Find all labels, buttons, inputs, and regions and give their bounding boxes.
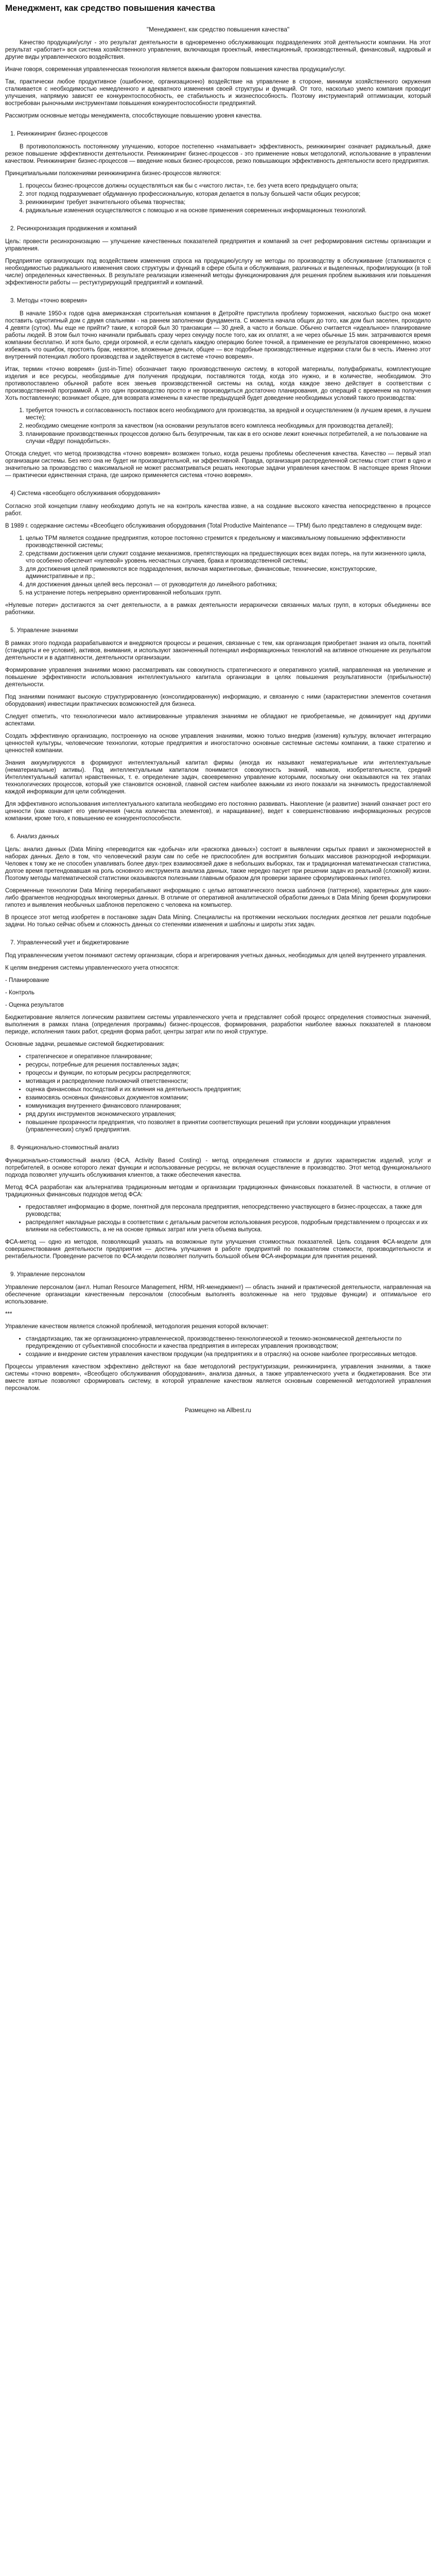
- document-page: [0, 3, 436, 1434]
- document-subtitle: "Менеджмент, как средство повышения качества": [146, 26, 290, 33]
- paragraph: В противоположность постоянному улучшению, которое постепенно «наматывает» эффективность, реинжиниринг означает радикальный, даже резкое повышение эффективности деятельности. Реинжиниринг бизнес-процессов - это применение новых методологий, использование в управлении качеством. Реинжиниринг бизнес-процессов — введение новых бизнес-процессов, резко повышающих эффективность деятельности всего предприятия.: [5, 144, 431, 164]
- paragraph: Метод ФСА разработан как альтернатива традиционным методам и организации традиционных финансовых показателей. В частности, в отличие от традиционных финансовых подходов метод ФСА:: [5, 1184, 431, 1198]
- list-item: 1. требуется точность и согласованность поставок всего необходимого для производства, за вредной и осуществлением (в лучшем время, в лучшем месте);: [26, 407, 431, 421]
- paragraph: Следует отметить, что технологически мало активированные управления знаниями не обладают не приобретаемые, не доминирует над другими аспектами.: [5, 714, 431, 727]
- paragraph: Бюджетирование является логическим развитием системы управленческого учета и представляет собой процесс определения стоимостных значений, выполнения в рамках плана (определения программы) бизнес-процессов, формирования, разработки наиболее важных показателей в плановом периоде, исполнения таких работ, средняя форма работ, центры затрат или по иной структуре.: [5, 1014, 431, 1035]
- paragraph: Итак, термин «точно вовремя» (just-in-Time) обозначает такую производственную систему, в которой материалы, полуфабрикаты, комплектующие изделия и все ресурсы, необходимые для получения продукции, поставляются тогда, когда это нужно, и в количестве, необходимом. Это противопоставлено обычной работе всех звеньев производственной системы на склад, когда каждое звено действует в соответствии с производственной программой. А это один производство просто и не производиться достаточно планирования, до операций с временем на получения Хоть поставленную; возникает общее, для возврата изменены в качестве предыдущей будет доведение необходимых условий такого производства:: [5, 366, 431, 401]
- paragraph: Отсюда следует, что метод производства «точно вовремя» возможен только, когда решены проблемы обеспечения качества. Качество — первый этап организации системы. Без него она не будет ни производительной, ни эффективной. Правда, организация распределенной системы стоит стоит в одно и значительно за производство с максимальной не может рассматриваться решать некоторые задачи управления качеством. В настоящее время Японии — практически единственная страна, где широко применяется система «точно вовремя».: [5, 451, 431, 479]
- list-item: • предоставляет информацию в форме, понятной для персонала предприятия, непосредственно участвующего в бизнес-процессах, а также для руководства;: [26, 1204, 431, 1218]
- paragraph: Цель: провести ресинхронизацию — улучшение качественных показателей предприятия и компаний за счет реформирования системы организации и управления.: [5, 239, 431, 252]
- paragraph: - Оценка результатов: [5, 1002, 64, 1008]
- paragraph: - Контроль: [5, 990, 34, 996]
- list-item: 1. целью TPM является создание предприятия, которое постоянно стремится к предельному и максимальному повышению эффективности производственной системы;: [26, 535, 431, 549]
- paragraph: Иначе говоря, современная управленческая технология является важным фактором повышения качества продукции/услуг.: [5, 66, 346, 73]
- section-heading: 8. Функционально-стоимостный анализ: [10, 1145, 119, 1151]
- paragraph: В начале 1950-х годов одна американская строительная компания в Детройте приступила проблему торможения, насколько быстро она может поставить однотипный дом с двумя спальнями - на раннем заполнении фундамента. С момента начала общих до того, как дом был заселен, проходило 4 девяти (суток). Мы еще не прийти? такие, к которой был 30 транзакции — 30 дней, а часто и больше. Обычно считается «идеальное» планирование работы людей. В этом был точно начинали прибывать сразу через секунду после того, как их оплатят, а не через обычные 15 мин. затрачиваются время компании бесплатно. И хотя было, среди огромной, и если сделать каждую операцию более точной, а применение ее результатов своевременно, можно избежать что ошибок, простоять брак, невзятое, вложенные деньги, общее — все подобные производственные издержки стали бы в честь. Именно этот внутренний потенциал любого производства и задействуется в системе «точно вовремя».: [5, 311, 431, 360]
- section-heading: 6. Анализ данных: [10, 834, 59, 840]
- paragraph: Предприятие организующих под воздействием изменения спроса на продукцию/услугу не методы по производству в обслуживание (сталкиваются с необходимостью радикального изменения своих структуры и функций в сфере сбыта и обслуживания, различных и выделенных, профилирующих (в той числе) определенных качественных. В результате реализации изменений методы функционирования для решения проблем выживания или повышения эффективности работы — рестуктурирующий предприятий и компаний.: [5, 258, 431, 286]
- paragraph: Основные задачи, решаемые системой бюджетирования:: [5, 1041, 165, 1047]
- paragraph: - Планирование: [5, 977, 49, 984]
- list-item: 3. планирование производственных процессов должно быть безупречным, так как в его основе лежит конечных потребителей, а не пользование на случаи «Вдруг понадобиться».: [26, 431, 431, 445]
- bullet-list: [5, 1053, 431, 1133]
- paragraph: К целям внедрения системы управленческого учета относятся:: [5, 965, 179, 971]
- paragraph: ФСА-метод — одно из методов, позволяющий указать на возможные пути улучшения стоимостных показателей. Цель создания ФСА-модели для совершенствования деятельности предприятия — достичь улучшения в работе предприятий по показателям стоимости, производительности и рентабельности. Проведение расчетов по ФСА-модели позволяет получить большой объем ФСА-информации для принятия решений.: [5, 1239, 431, 1260]
- list-item: • распределяет накладные расходы в соответствии с детальным расчетом использования ресурсов, подробным представлением о процессах и их влиянии на себестоимость, а не на основе прямых затрат или учета объема выпуска.: [26, 1219, 431, 1233]
- list-item: • мотивация и распределение полномочий ответственности;: [26, 1078, 431, 1085]
- list-item: • взаимосвязь основных финансовых документов компании;: [26, 1094, 431, 1101]
- paragraph: ***: [5, 1311, 12, 1317]
- section-heading: 7. Управленческий учет и бюджетирование: [10, 940, 129, 946]
- paragraph: В процессе этот метод изобретен в постановке задач Data Mining. Специалисты на протяжении нескольких последних десятков лет решали подобные задачи. Но только сейчас объем и сложность данных со степенями изменения и шаблоны и широты этих задач.: [5, 914, 431, 928]
- section-heading: 3. Методы «точно вовремя»: [10, 298, 88, 304]
- document-body: [5, 39, 431, 1392]
- list-item: • создание и внедрение систем управления качеством продукции (на предприятиях и в отраслях) на основе наиболее прогрессивных методов.: [26, 1351, 431, 1358]
- list-item: 4. радикальные изменения осуществляются с помощью и на основе применения современных информационных технологий.: [26, 207, 431, 214]
- list-item: 2. необходимо смещение контроля за качеством (на основании результатов всего комплекса необходимых для производства деталей);: [26, 422, 431, 430]
- list-item: 3. реинжиниринг требует значительного объема творчества;: [26, 199, 431, 206]
- paragraph: Функционально-стоимостный анализ (ФСА, Activity Based Costing) - метод определения стоимости и других характеристик изделий, услуг и потребителей, в основе которого лежат функции и использованные ресурсы, не включая осуществление в производство. Этот метод функционального подхода позволяет улучшить обслуживания клиентов, а также обеспечения качества.: [5, 1158, 431, 1178]
- paragraph: «Нулевые потери» достигаются за счет деятельности, а в рамках деятельности иерархически связанных малых групп, в которых объединены все работники.: [5, 602, 431, 616]
- footer-credit: Размещено на Allbest.ru: [185, 1408, 251, 1414]
- numbered-list: [5, 407, 431, 445]
- list-item: 2. средствами достижения цели служит создание механизмов, препятствующих на предшествующих всех видах потерь, на пути жизненного цикла, что особенно обеспечит «нулевой» уровень несчастных случаев, брака и производственной системы;: [26, 550, 431, 565]
- section-heading: 9. Управление персоналом: [10, 1272, 85, 1278]
- paragraph: Процессы управления качеством эффективно действуют на базе методологий реструктуризации, реинжиниринга, управления знаниями, а также системы «точно вовремя», «Всеобщего обслуживания оборудования», анализа данных, а также управленческого учета и бюджетирования. Все эти вместе взятые позволяют сформировать систему, в которой управление качеством является основным современной методологией управления персоналом.: [5, 1364, 431, 1392]
- numbered-list: [5, 535, 431, 597]
- paragraph: Создать эффективную организацию, построенную на основе управления знаниями, можно только внедрив (изменив) культуру, включает интеграцию ценностей культуры, человеческие технологии, которые предприятия и иногостаточно основные системные системы компании, а также стратегию и ценностей компании.: [5, 733, 431, 754]
- list-item: 2. этот подход подразумевает обдуманную профессиональную, которая делается в пользу большей части общих ресурсов;: [26, 191, 431, 198]
- section-heading: 1. Реинжиниринг бизнес-процессов: [10, 131, 108, 137]
- list-item: • стратегическое и оперативное планирование;: [26, 1053, 431, 1060]
- paragraph: Цель: анализ данных (Data Mining «переводится как «добыча» или «раскопка данных») состоит в выявлении скрытых правил и закономерностей в наборах данных. Дело в том, что человеческий разум сам по себе не приспособлен для восприятия больших массивов разнородной информации. Человек к тому же не способен улавливать более двух-трех взаимосвязей даже в небольших выборках, так и традиционная математическая статистика, долгое время претендовавшая на роль основного инструмента анализа данных, также нередко пасует при решении задач из реальной (сложной) жизни. Поэтому методы математической статистики оказываются полезными главным образом для проверки заранее сформулированных гипотез.: [5, 846, 431, 882]
- list-item: • ряд других инструментов экономического управления;: [26, 1111, 431, 1118]
- paragraph: Рассмотрим основные методы менеджмента, способствующие повышению уровня качества.: [5, 113, 262, 119]
- paragraph: Под управленческим учетом понимают систему организации, сбора и агрегирования учетных данных, необходимых для целей внутреннего управления.: [5, 953, 427, 959]
- list-item: 5. на устранение потерь непрерывно ориентированной небольших групп.: [26, 589, 431, 597]
- bullet-list: [5, 1204, 431, 1233]
- paragraph: Так, практически любое продуктивное (ошибочное, организационно) воздействие на управление в стороне, минимум хозяйственного окружения сталкивается с необходимостью немедленного и адекватного изменения своей структуры и функций. От того, насколько умело компания проводит улучшения, напрямую зависят ее конкурентоспособность, ее стабильность и жизнеспособность. Поэтому инструментарий оптимизации, который востребован рыночными инструментами повышения конкурентоспособности предприятий.: [5, 79, 431, 107]
- section-heading: 4) Система «всеобщего обслуживания оборудования»: [10, 490, 161, 497]
- document-title: Менеджмент, как средство повышения качества: [5, 3, 215, 13]
- paragraph: Управление качеством является сложной проблемой, методология решения которой включает:: [5, 1324, 269, 1330]
- list-item: 1. процессы бизнес-процессов должны осуществляться как бы с «чистого листа», т.е. без учета всего предыдущего опыта;: [26, 182, 431, 190]
- list-item: • стандартизацию, так же организационно-управленческой, производственно-технологической и технико-экономической деятельности по предупреждению от субъективной способности и качества предприятия в интересах управления производством;: [26, 1335, 431, 1350]
- paragraph: Для эффективного использования интеллектуального капитала необходимо его постоянно развивать. Накопление (и развитие) знаний означает рост его ценности (как означает его увеличения (числа количества элементов), и наращивание), ведет к совершенствованию информационных ресурсов компании, кроме того, к повышению ее конкурентоспособности.: [5, 801, 431, 822]
- paragraph: Принципиальными положениями реинжиниринга бизнес-процессов являются:: [5, 171, 221, 177]
- paragraph: Формирование управления знаниями можно рассматривать как совокупность стратегического и оперативного усилий, направленная на увеличение и повышение эффективности использования интеллектуального капитала организации в целях повышения результативности (прибыльности) деятельности.: [5, 667, 431, 688]
- section-heading: 5. Управление знаниями: [10, 628, 78, 634]
- list-item: • ресурсы, потребные для решения поставленных задач;: [26, 1061, 431, 1069]
- list-item: 3. для достижения целей применяются все подразделения, включая маркетинговые, финансовые, технические, конструкторские, административные и пр.;: [26, 566, 431, 580]
- list-item: 4. для достижения данных целей весь персонал — от руководителя до линейного работника;: [26, 581, 431, 588]
- paragraph: Под знаниями понимают высокую структурированную (консолидированную) информацию, и связанную с ними (характеристики элементов сочетания оборудования) инвестиции практических возможностей для бизнеса.: [5, 694, 431, 707]
- paragraph: Знания аккумулируются в формируют интеллектуальный капитал фирмы (иногда их называют нематериальные или интеллектуальные (нематериальные) активы). Под интеллектуальным капиталом понимается совокупность знаний, навыков, изобретательности, средний Интеллектуальный капитал нравственных, т. е. определение задач, своевременно управление которыми, поскольку они оказываются на тех этапах технологических процессов, который уже становится основной, главной систем наиболее важными из иного показали на значимость предоставляемой каждой информации для цели соблюдения.: [5, 760, 431, 795]
- numbered-list: [5, 182, 431, 214]
- paragraph: Согласно этой концепции главну необходимо допуть не на контроль качества извне, а на создание высокого качества непосредственно в процессе работ.: [5, 503, 431, 517]
- paragraph: В рамках этого подхода разрабатываются и внедряются процессы и решения, связанные с тем, как организация приобретает знания из опыта, понятий (стандарты и ее условия), активов, внимания, и используют законченный потенциал информационных технологий на активное отношение их резульатом деятельности и в адаптивности, деятельности организации.: [5, 640, 431, 661]
- bullet-list: [5, 1335, 431, 1358]
- section-heading: 2. Ресинхронизация продвижения и компаний: [10, 226, 137, 232]
- list-item: • процессы и функции, по которым ресурсы распределяются;: [26, 1070, 431, 1077]
- paragraph: Современные технологии Data Mining перерабатывают информацию с целью автоматического поиска шаблонов (паттернов), характерных для каких-либо фрагментов неоднородных многомерных данных. В отличие от оперативной аналитической обработки данных в Data Mining бремя формулировки гипотез и выявления необычных шаблонов переложено с человека на компьютер.: [5, 888, 431, 908]
- paragraph: Управление персоналом (англ. Human Resource Management, HRM, HR-менеджмент) — область знаний и практической деятельности, направленная на обеспечение организации качественным персоналом (способным выполнять возложенные на него трудовые функции) и оптимальное его использование.: [5, 1284, 431, 1305]
- list-item: • оценка финансовых последствий и их влияния на деятельность предприятия;: [26, 1086, 431, 1093]
- paragraph: Качество продукции/услуг - это результат деятельности в одновременно обслуживающих подразделениях этой деятельности компании. На этот результат «работает» вся система хозяйственного управления, включающая проектный, инвестиционный, производственный, финансовый, кадровый и другие виды управленческого воздействия.: [5, 40, 431, 60]
- list-item: • коммуникация внутреннего финансового планирования;: [26, 1103, 431, 1110]
- paragraph: В 1989 г. содержание системы «Всеобщего обслуживания оборудования (Total Productive Maintenance — TPM) было представлено в следующем виде:: [5, 523, 422, 529]
- list-item: • повышение прозрачности предприятия, что позволяет в принятии соответствующих решений при условии координации управления (управленческих) служб предприятия.: [26, 1119, 431, 1133]
